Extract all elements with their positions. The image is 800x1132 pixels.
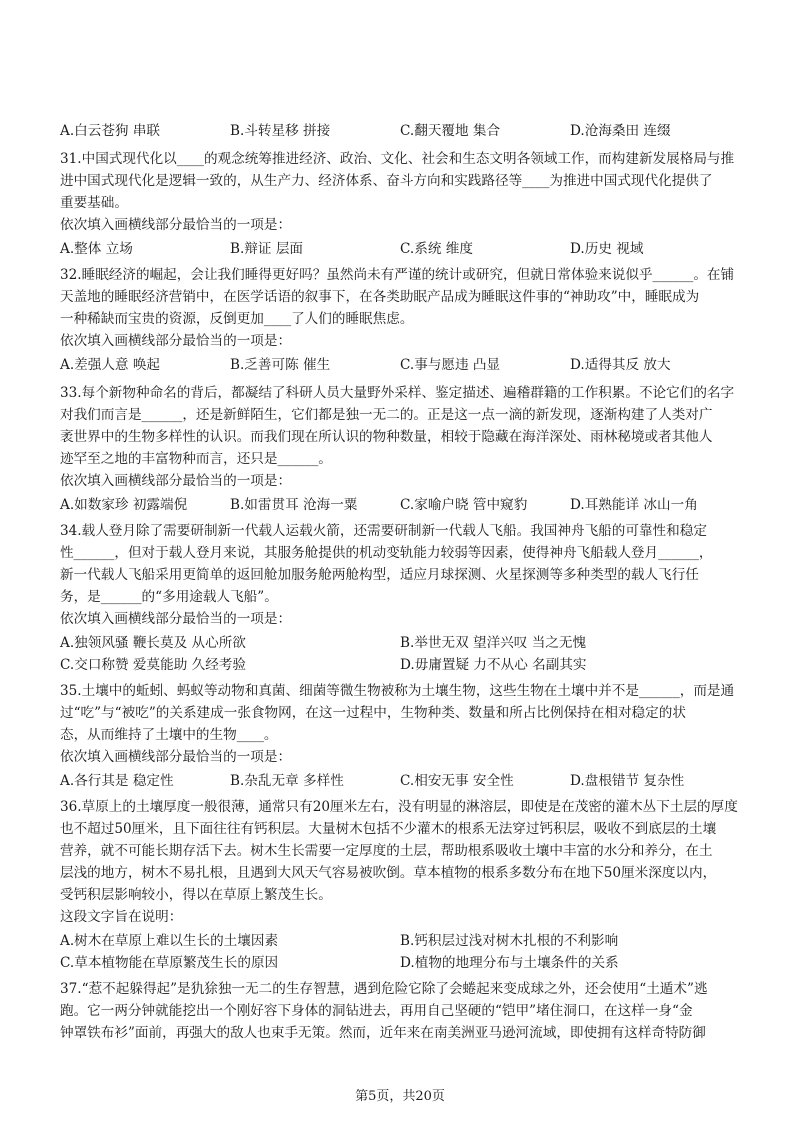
q31-line-2: 进中国式现代化是逻辑一致的，从生产力、经济体系、奋斗方向和实践路径等____为推进中国式现代化提供了: [60, 173, 713, 189]
q34-prompt: 依次填入画横线部分最恰当的一项是：: [60, 611, 292, 627]
q36-line-1: 36.草原上的土壤厚度一般很薄，通常只有20厘米左右，没有明显的淋溶层，即使是在茂密的灌木丛下土层的厚度: [60, 799, 738, 815]
q34-line-1: 34.载人登月除了需要研制新一代载人运载火箭，还需要研制新一代载人飞船。我国神舟飞船的可靠性和稳定: [60, 523, 707, 539]
q33-line-4: 迹罕至之地的丰富物种而言，还只是______。: [60, 451, 332, 467]
q32-prompt: 依次填入画横线部分最恰当的一项是：: [60, 333, 292, 349]
page-number: 第5页，共20页: [355, 1089, 445, 1104]
q31-option-d: D.历史 视域: [570, 241, 644, 257]
q37-line-3: 钟罩铁布衫”面前，再强大的敌人也束手无策。然而，近年来在南美洲亚马逊河流域，即使拥有这样奇特防御: [60, 1025, 706, 1041]
q33-option-a: A.如数家珍 初露端倪: [60, 497, 188, 513]
q31-option-b: B.辩证 层面: [230, 241, 304, 257]
q34-line-3: 新一代载人飞船采用更简单的返回舱加服务舱两舱构型，适应月球探测、火星探测等多种类型的载人飞行任: [60, 567, 699, 583]
q35-line-2: 过“吃”与“被吃”的关系建成一张食物网，在这一过程中，生物种类、数量和所占比例保持在相对稳定的状: [60, 705, 686, 721]
q32-option-d: D.适得其反 放大: [570, 357, 671, 373]
q35-option-b: B.杂乱无章 多样性: [230, 773, 344, 789]
q33-line-2: 对我们而言是______，还是新鲜陌生，它们都是独一无二的。正是这一点一滴的新发现，逐渐构建了人类对广: [60, 407, 713, 423]
q31-prompt: 依次填入画横线部分最恰当的一项是：: [60, 217, 292, 233]
q33-option-b: B.如雷贯耳 沧海一粟: [230, 497, 358, 513]
q34-option-d: D.毋庸置疑 力不从心 名副其实: [400, 657, 587, 673]
q32-line-1: 32.睡眠经济的崛起，会让我们睡得更好吗？虽然尚未有严谨的统计或研究，但就日常体验来说似乎______。在铺: [60, 267, 735, 283]
q32-option-b: B.乏善可陈 催生: [230, 357, 331, 373]
q35-option-d: D.盘根错节 复杂性: [570, 773, 685, 789]
q36-line-5: 受钙积层影响较小，得以在草原上繁茂生长。: [60, 887, 332, 903]
q36-option-b: B.钙积层过浅对树木扎根的不利影响: [400, 933, 619, 949]
q36-line-4: 层浅的地方，树木不易扎根，且遇到大风天气容易被吹倒。草本植物的根系多数分布在地下50厘米深度以内，: [60, 865, 717, 881]
q33-option-d: D.耳熟能详 冰山一角: [570, 497, 698, 513]
q35-line-3: 态，从而维持了土壤中的生物____。: [60, 727, 278, 743]
q33-line-3: 袤世界中的生物多样性的认识。而我们现在所认识的物种数量，相较于隐藏在海洋深处、雨林秘境或者其他人: [60, 429, 713, 445]
q34-option-a: A.独领风骚 鞭长莫及 从心所欲: [60, 635, 246, 651]
q32-line-2: 天盖地的睡眠经济营销中，在医学话语的叙事下，在各类助眠产品成为睡眠这件事的“神助攻”中，睡眠成为: [60, 289, 700, 305]
q35-option-c: C.相安无事 安全性: [400, 773, 514, 789]
q33-prompt: 依次填入画横线部分最恰当的一项是：: [60, 473, 292, 489]
q30-option-d: D.沧海桑田 连缀: [570, 123, 671, 139]
q37-line-2: 跑。它一两分钟就能挖出一个刚好容下身体的洞钻进去，再用自己坚硬的“铠甲”堵住洞口，在这样一身“金: [60, 1003, 693, 1019]
q36-option-a: A.树木在草原上难以生长的土壤因素: [60, 933, 279, 949]
q35-option-a: A.各行其是 稳定性: [60, 773, 174, 789]
q31-line-1: 31.中国式现代化以____的观念统筹推进经济、政治、文化、社会和生态文明各领域工作，而构建新发展格局与推: [60, 151, 735, 167]
q32-line-3: 一种稀缺而宝贵的资源，反倒更加____了人们的睡眠焦虑。: [60, 311, 414, 327]
q34-option-b: B.举世无双 望洋兴叹 当之无愧: [400, 635, 587, 651]
q36-line-3: 营养，就不可能长期存活下去。树木生长需要一定厚度的土层，帮助根系吸收土壤中丰富的水分和养分，在土: [60, 843, 713, 859]
q30-option-b: B.斗转星移 拼接: [230, 123, 331, 139]
q31-option-a: A.整体 立场: [60, 241, 133, 257]
q30-option-c: C.翻天覆地 集合: [400, 123, 501, 139]
q32-option-c: C.事与愿违 凸显: [400, 357, 501, 373]
q34-option-c: C.交口称赞 爱莫能助 久经考验: [60, 657, 247, 673]
q31-option-c: C.系统 维度: [400, 241, 473, 257]
q34-line-2: 性______，但对于载人登月来说，其服务舱提供的机动变轨能力较弱等因素，使得神舟飞船载人登月______，: [60, 545, 713, 561]
q36-line-2: 也不超过50厘米，且下面往往有钙积层。大量树木包括不少灌木的根系无法穿过钙积层，吸收不到底层的土壤: [60, 821, 717, 837]
q33-option-c: C.家喻户晓 管中窥豹: [400, 497, 528, 513]
q36-prompt: 这段文字旨在说明：: [60, 909, 183, 925]
q30-option-a: A.白云苍狗 串联: [60, 123, 161, 139]
q31-line-3: 重要基础。: [60, 195, 128, 211]
q36-option-c: C.草本植物能在草原繁茂生长的原因: [60, 955, 279, 971]
q37-line-1: 37.“惹不起躲得起”是犰狳独一无二的生存智慧，遇到危险它除了会蜷起来变成球之外，还会使用“土遁术”逃: [60, 981, 708, 997]
q35-line-1: 35.土壤中的蚯蚓、蚂蚁等动物和真菌、细菌等微生物被称为土壤生物，这些生物在土壤中并不是______，而是通: [60, 683, 735, 699]
q33-line-1: 33.每个新物种命名的背后，都凝结了科研人员大量野外采样、鉴定描述、遍稽群籍的工作积累。不论它们的名字: [60, 385, 735, 401]
q35-prompt: 依次填入画横线部分最恰当的一项是：: [60, 749, 292, 765]
q32-option-a: A.差强人意 唤起: [60, 357, 161, 373]
q34-line-4: 务，是______的“多用途载人飞船”。: [60, 589, 278, 605]
q36-option-d: D.植物的地理分布与土壤条件的关系: [400, 955, 619, 971]
